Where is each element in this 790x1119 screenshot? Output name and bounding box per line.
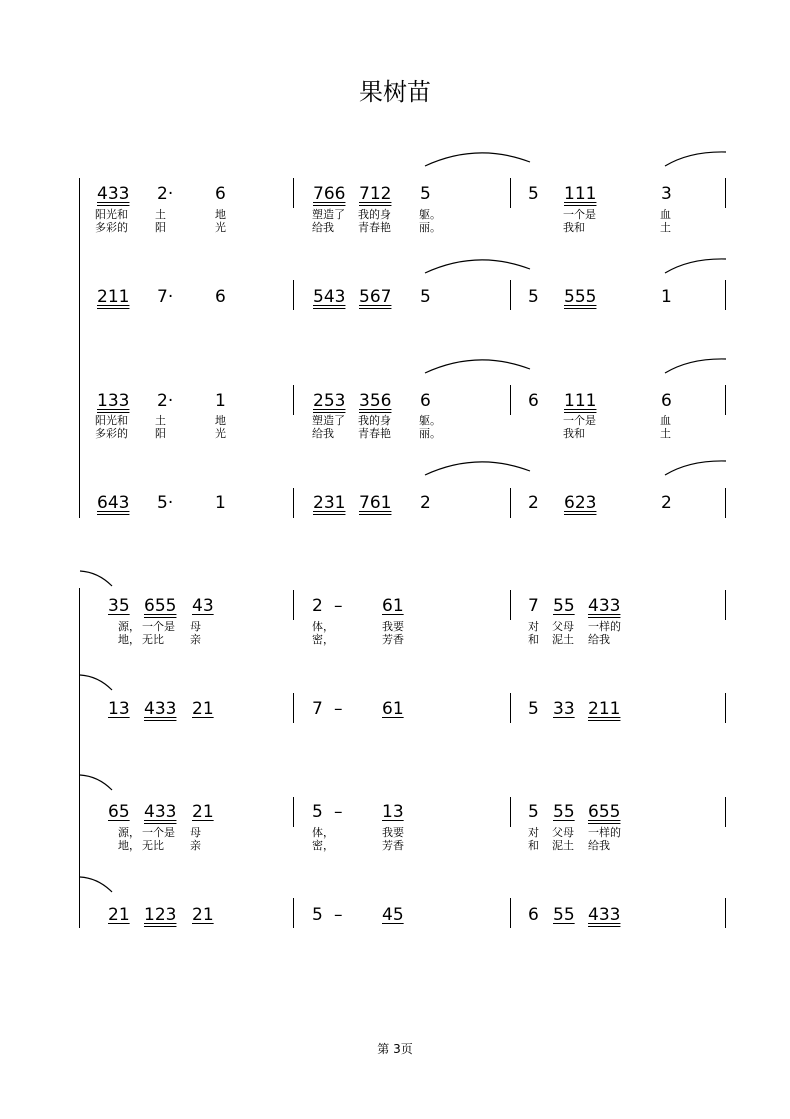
note-group: 5 <box>528 802 539 822</box>
slur <box>660 457 730 479</box>
lyric: 光 <box>215 221 226 234</box>
note-group: 6 <box>215 287 226 307</box>
lyric: 一个是 <box>563 208 596 221</box>
lyric: 无比 <box>142 839 164 852</box>
slur <box>420 148 535 170</box>
note-group: 13 <box>108 699 130 719</box>
slur <box>76 772 116 794</box>
lyric: 和 <box>528 839 539 852</box>
note-group: 5· <box>157 493 174 513</box>
song-title: 果树苗 <box>359 78 431 106</box>
note-group: 55 <box>553 802 575 822</box>
system-bracket <box>79 178 80 518</box>
lyric: 泥土 <box>552 633 574 646</box>
barline <box>725 280 726 310</box>
note-group: 6 <box>661 391 672 411</box>
note-group: 5 <box>312 802 323 822</box>
note-group: 6 <box>528 905 539 925</box>
lyric: 亲 <box>190 839 201 852</box>
note-group: 5 <box>528 699 539 719</box>
note-group: 7 <box>528 596 539 616</box>
barline <box>510 385 511 415</box>
lyric: 无比 <box>142 633 164 646</box>
lyric: 光 <box>215 427 226 440</box>
note-group: 356 <box>359 391 392 411</box>
lyric: 给我 <box>588 839 610 852</box>
lyric: 我的身 <box>358 414 391 427</box>
lyric: 我和 <box>563 427 585 440</box>
lyric: 母 <box>190 620 201 633</box>
lyric: 阳光和 <box>95 208 128 221</box>
note-group: 55 <box>553 905 575 925</box>
note-group: 2· <box>157 391 174 411</box>
lyric: 我要 <box>382 620 404 633</box>
note-group: 433 <box>144 699 177 719</box>
barline <box>725 385 726 415</box>
slur <box>76 568 116 590</box>
lyric: 给我 <box>588 633 610 646</box>
lyric: 阳 <box>155 221 166 234</box>
lyric: 丽。 <box>419 221 441 234</box>
note-group: 1 <box>661 287 672 307</box>
note-group: 2 <box>420 493 431 513</box>
barline <box>293 280 294 310</box>
note-group: 555 <box>564 287 597 307</box>
lyric: 和 <box>528 633 539 646</box>
barline <box>510 488 511 518</box>
note-group: 433 <box>144 802 177 822</box>
barline <box>725 178 726 208</box>
note-group: 211 <box>97 287 130 307</box>
lyric: 塑造了 <box>312 414 345 427</box>
note-group: 766 <box>313 184 346 204</box>
note-group: 61 <box>382 699 404 719</box>
lyric: 血 <box>660 414 671 427</box>
note-group: 2 <box>528 493 539 513</box>
barline <box>510 797 511 827</box>
slur <box>420 255 535 277</box>
note-group: 35 <box>108 596 130 616</box>
lyric: 密， <box>312 839 334 852</box>
barline <box>725 898 726 928</box>
note-group: 3 <box>661 184 672 204</box>
note-group: 7 <box>312 699 323 719</box>
note-group: 7· <box>157 287 174 307</box>
slur <box>420 457 535 479</box>
lyric: 土 <box>660 427 671 440</box>
lyric: 父母 <box>552 620 574 633</box>
lyric: 塑造了 <box>312 208 345 221</box>
note-group: 623 <box>564 493 597 513</box>
lyric: 土 <box>660 221 671 234</box>
lyric: 青春艳 <box>358 221 391 234</box>
note-group: 21 <box>192 802 214 822</box>
page-number: 第 3页 <box>377 1042 413 1056</box>
lyric: 地 <box>215 414 226 427</box>
note-group: 5 <box>528 184 539 204</box>
note-group: 5 <box>420 287 431 307</box>
note-group: 1 <box>215 391 226 411</box>
barline <box>510 898 511 928</box>
barline <box>510 178 511 208</box>
lyric: 躯。 <box>419 208 441 221</box>
lyric: 体， <box>312 620 334 633</box>
barline <box>293 590 294 620</box>
barline <box>293 488 294 518</box>
note-group: – <box>334 905 343 925</box>
note-group: 433 <box>588 596 621 616</box>
lyric: 对 <box>528 826 539 839</box>
note-group: – <box>334 699 343 719</box>
lyric: 阳光和 <box>95 414 128 427</box>
note-group: 33 <box>553 699 575 719</box>
note-group: 543 <box>313 287 346 307</box>
lyric: 密， <box>312 633 334 646</box>
lyric: 一样的 <box>588 620 621 633</box>
lyric: 母 <box>190 826 201 839</box>
barline <box>293 898 294 928</box>
note-group: 13 <box>382 802 404 822</box>
slur <box>660 148 730 170</box>
barline <box>725 693 726 723</box>
barline <box>293 693 294 723</box>
note-group: 111 <box>564 184 597 204</box>
lyric: 体， <box>312 826 334 839</box>
lyric: 芳香 <box>382 839 404 852</box>
lyric: 土 <box>155 208 166 221</box>
lyric: 多彩的 <box>95 221 128 234</box>
note-group: 65 <box>108 802 130 822</box>
note-group: 111 <box>564 391 597 411</box>
barline <box>293 178 294 208</box>
slur <box>76 672 116 694</box>
note-group: 643 <box>97 493 130 513</box>
lyric: 父母 <box>552 826 574 839</box>
note-group: 2 <box>661 493 672 513</box>
lyric: 血 <box>660 208 671 221</box>
lyric: 地， <box>118 633 140 646</box>
lyric: 丽。 <box>419 427 441 440</box>
lyric: 给我 <box>312 427 334 440</box>
note-group: 712 <box>359 184 392 204</box>
note-group: 133 <box>97 391 130 411</box>
barline <box>510 280 511 310</box>
note-group: 761 <box>359 493 392 513</box>
lyric: 多彩的 <box>95 427 128 440</box>
lyric: 我要 <box>382 826 404 839</box>
lyric: 躯。 <box>419 414 441 427</box>
note-group: 253 <box>313 391 346 411</box>
note-group: 5 <box>420 184 431 204</box>
note-group: – <box>334 596 343 616</box>
lyric: 源， <box>118 826 140 839</box>
slur <box>420 355 535 377</box>
note-group: 21 <box>192 699 214 719</box>
lyric: 青春艳 <box>358 427 391 440</box>
barline <box>510 693 511 723</box>
lyric: 一个是 <box>563 414 596 427</box>
slur <box>660 355 730 377</box>
note-group: 211 <box>588 699 621 719</box>
lyric: 泥土 <box>552 839 574 852</box>
note-group: – <box>334 802 343 822</box>
slur <box>660 255 730 277</box>
note-group: 43 <box>192 596 214 616</box>
note-group: 55 <box>553 596 575 616</box>
lyric: 我的身 <box>358 208 391 221</box>
note-group: 123 <box>144 905 177 925</box>
note-group: 5 <box>528 287 539 307</box>
note-group: 433 <box>97 184 130 204</box>
note-group: 2· <box>157 184 174 204</box>
note-group: 433 <box>588 905 621 925</box>
note-group: 6 <box>528 391 539 411</box>
barline <box>725 488 726 518</box>
note-group: 21 <box>108 905 130 925</box>
lyric: 阳 <box>155 427 166 440</box>
barline <box>725 797 726 827</box>
note-group: 1 <box>215 493 226 513</box>
barline <box>725 590 726 620</box>
lyric: 地 <box>215 208 226 221</box>
note-group: 5 <box>312 905 323 925</box>
note-group: 45 <box>382 905 404 925</box>
lyric: 一个是 <box>142 826 175 839</box>
note-group: 6 <box>215 184 226 204</box>
note-group: 2 <box>312 596 323 616</box>
lyric: 亲 <box>190 633 201 646</box>
note-group: 567 <box>359 287 392 307</box>
slur <box>76 874 116 896</box>
note-group: 655 <box>144 596 177 616</box>
lyric: 对 <box>528 620 539 633</box>
lyric: 源， <box>118 620 140 633</box>
barline <box>510 590 511 620</box>
lyric: 给我 <box>312 221 334 234</box>
note-group: 231 <box>313 493 346 513</box>
lyric: 我和 <box>563 221 585 234</box>
barline <box>293 385 294 415</box>
lyric: 一样的 <box>588 826 621 839</box>
note-group: 655 <box>588 802 621 822</box>
note-group: 21 <box>192 905 214 925</box>
lyric: 地， <box>118 839 140 852</box>
lyric: 一个是 <box>142 620 175 633</box>
note-group: 61 <box>382 596 404 616</box>
barline <box>293 797 294 827</box>
note-group: 6 <box>420 391 431 411</box>
lyric: 土 <box>155 414 166 427</box>
lyric: 芳香 <box>382 633 404 646</box>
